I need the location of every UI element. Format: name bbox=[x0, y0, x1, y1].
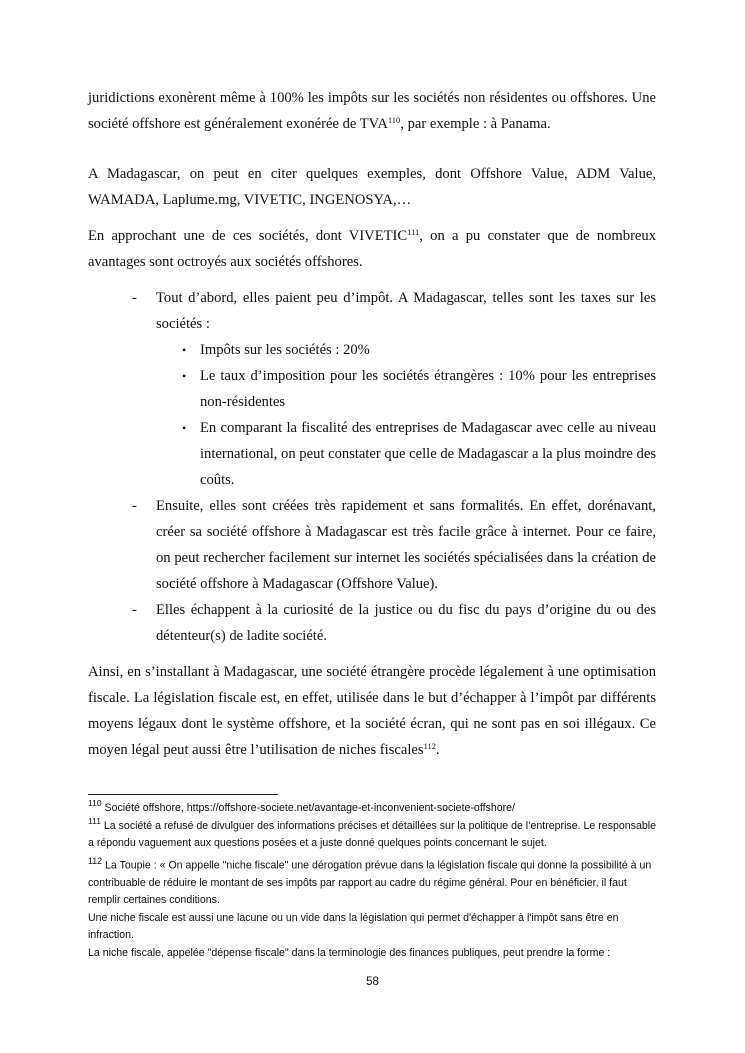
footnote-number: 112 bbox=[88, 855, 103, 866]
dash-marker: - bbox=[132, 290, 137, 306]
bullet-icon: • bbox=[182, 343, 187, 357]
paragraph-text-tail: , on a pu constater que de nombreux avantages sont octroyés aux sociétés offshores. bbox=[88, 228, 656, 270]
sublist-item bbox=[156, 337, 656, 363]
footnote-ref-111[interactable]: 111 bbox=[407, 227, 420, 237]
list-item-text: Ensuite, elles sont créées très rapidement et sans formalités. En effet, dorénavant, créer sa société offshore à Madagascar est très facile grâce à internet. Pour ce faire, on peut rechercher facilement sur internet les sociétés spécialisées dans la création de société offshore à Madagascar (Offshore Value). bbox=[156, 498, 656, 592]
paragraph-text-tail: . bbox=[436, 742, 440, 758]
sublist-item-text: En comparant la fiscalité des entreprises de Madagascar avec celle au niveau international, on peut constater que celle de Madagascar a la plus moindre des coûts. bbox=[200, 420, 656, 488]
footnote-111 bbox=[88, 815, 656, 853]
footnote-ref-110[interactable]: 110 bbox=[387, 115, 401, 125]
sublist-item-text: Impôts sur les sociétés : 20% bbox=[200, 342, 370, 358]
paragraph-examples: A Madagascar, on peut en citer quelques exemples, dont Offshore Value, ADM Value, WAMADA, Laplume.mg, VIVETIC, INGENOSYA,… bbox=[88, 166, 656, 208]
advantages-list bbox=[88, 285, 656, 649]
paragraph-tva bbox=[88, 85, 656, 137]
list-item-text: Tout d’abord, elles paient peu d’impôt. A Madagascar, telles sont les taxes sur les sociétés : bbox=[156, 290, 656, 332]
tax-sublist bbox=[156, 337, 656, 493]
sublist-item bbox=[156, 363, 656, 415]
footnote-112-continued: Une niche fiscale est aussi une lacune ou un vide dans la législation qui permet d'échapper à l'impôt sans être en infraction. bbox=[88, 911, 619, 942]
paragraph-optimisation bbox=[88, 659, 656, 763]
bullet-icon: • bbox=[182, 421, 187, 435]
list-item bbox=[88, 597, 656, 649]
sublist-item-text: Le taux d’imposition pour les sociétés étrangères : 10% pour les entreprises non-résidentes bbox=[200, 368, 656, 410]
body-text bbox=[88, 85, 656, 763]
dash-marker: - bbox=[132, 602, 137, 618]
footnote-number: 110 bbox=[88, 798, 102, 808]
list-item bbox=[88, 493, 656, 597]
footnote-112 bbox=[88, 853, 656, 910]
footnotes bbox=[88, 800, 656, 962]
footnote-ref-112[interactable]: 112 bbox=[423, 741, 436, 751]
list-item bbox=[88, 285, 656, 493]
dash-marker: - bbox=[132, 498, 137, 514]
paragraph-text: Ainsi, en s’installant à Madagascar, une société étrangère procède légalement à une optimisation fiscale. La législation fiscale est, en effet, utilisée dans le but d’échapper à l’impôt par différents moyens légaux dont le système offshore, et la société écran, qui ne sont pas en soi illégaux. Ce moyen légal peut aussi être l’utilisation de niches fiscales bbox=[88, 664, 656, 758]
bullet-icon: • bbox=[182, 369, 187, 383]
sublist-item bbox=[156, 415, 656, 493]
list-item-text: Elles échappent à la curiosité de la justice ou du fisc du pays d’origine du ou des détenteur(s) de ladite société. bbox=[156, 602, 656, 644]
page-number: 58 bbox=[366, 976, 379, 988]
paragraph-vivetic bbox=[88, 223, 656, 275]
footnote-110 bbox=[88, 800, 656, 818]
paragraph-text: En approchant une de ces sociétés, dont VIVETIC bbox=[88, 228, 408, 244]
footnote-text: La société a refusé de divulguer des informations précises et détaillées sur la politique de l’entreprise. Le responsable a répondu vaguement aux questions posées et a juste donné quelques points concernant le sujet. bbox=[88, 819, 656, 849]
footnote-number: 111 bbox=[88, 815, 101, 826]
paragraph-text: juridictions exonèrent même à 100% les impôts sur les sociétés non résidentes ou offshores. Une société offshore est généralement exonérée de TVA bbox=[88, 90, 656, 132]
footnote-separator bbox=[88, 794, 278, 795]
footnote-112-continued: La niche fiscale, appelée "dépense fiscale" dans la terminologie des finances publiques, peut prendre la forme : bbox=[88, 946, 611, 959]
footnote-text: Société offshore, https://offshore-societe.net/avantage-et-inconvenient-societe-offshore/ bbox=[101, 802, 515, 814]
paragraph-text-tail: , par exemple : à Panama. bbox=[400, 116, 551, 132]
footnote-text: La Toupie : « On appelle "niche fiscale" une dérogation prévue dans la législation fiscale qui donne la possibilité à un contribuable de réduire le montant de ses impôts par rapport au cadre du régime général. Pour en bénéficier, il faut remplir certaines conditions. bbox=[88, 859, 652, 907]
